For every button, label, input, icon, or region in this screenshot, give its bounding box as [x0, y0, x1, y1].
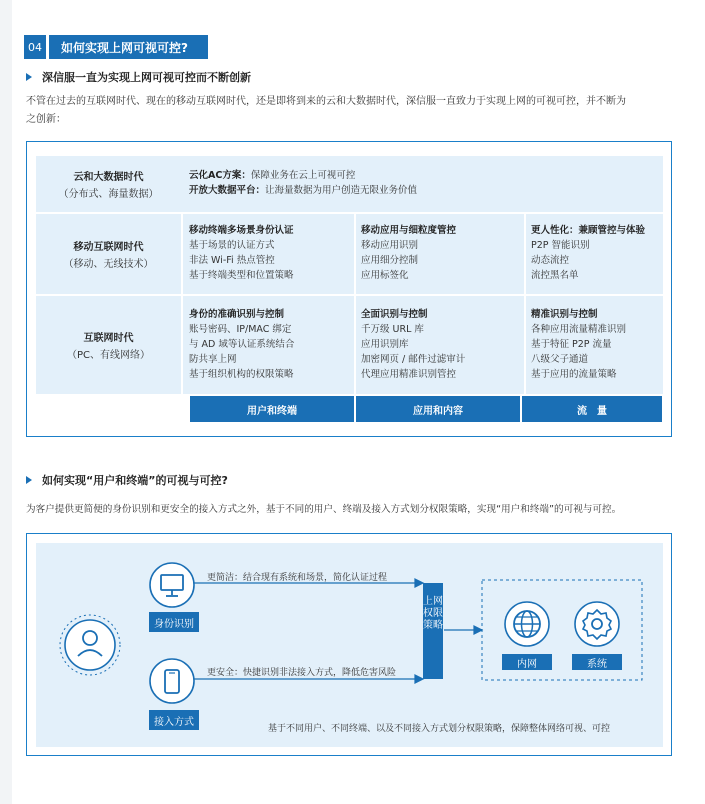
era-title: 互联网时代 [83, 333, 134, 344]
access-method-tag: 接入方式 [149, 710, 199, 730]
era-subtitle: （分布式、海量数据） [58, 189, 159, 200]
column-heading: 身份的准确识别与控制 [189, 309, 285, 320]
feature-line: 账号密码、IP/MAC 绑定 [189, 324, 292, 335]
part1-intro-line1: 不管在过去的互联网时代、现在的移动互联网时代，还是即将到来的云和大数据时代，深信服一直致力于实现上网的可视可控，并不断为 [26, 96, 626, 107]
identity-tag: 身份识别 [149, 612, 199, 632]
diagram-caption: 基于不同用户、不同终端、以及不同接入方式划分权限策略，保障整体网络可视、可控 [268, 724, 611, 734]
intranet-tag: 内网 [502, 654, 552, 670]
part1-heading-text: 深信服一直为实现上网可视可控而不断创新 [42, 71, 251, 84]
feature-line: 应用标签化 [361, 270, 409, 281]
monitor-icon [150, 563, 194, 607]
section-number: 04 [24, 35, 46, 59]
feature-line: P2P 智能识别 [531, 240, 590, 251]
part2-intro: 为客户提供更简便的身份识别和更安全的接入方式之外，基于不同的用户、终端及接入方式划分权限策略，实现“用户和终端”的可视与可控。 [26, 504, 622, 515]
globe-icon [505, 602, 549, 646]
feature-line: 流控黑名单 [531, 270, 579, 281]
feature-line: 非法 Wi-Fi 热点管控 [189, 255, 275, 266]
column-heading: 精准识别与控制 [531, 309, 598, 320]
feature-label: 云化AC方案： [189, 170, 251, 181]
feature-line: 基于组织机构的权限策略 [189, 369, 294, 380]
section-title: 如何实现上网可视可控? [49, 35, 208, 59]
feature-text: 让海量数据为用户创造无限业务价值 [265, 185, 418, 196]
system-tag: 系统 [572, 654, 622, 670]
column-heading: 全面识别与控制 [361, 309, 428, 320]
feature-line: 应用识别库 [361, 339, 409, 350]
feature-line: 八级父子通道 [531, 354, 589, 365]
column-heading: 更人性化：兼顾管控与体验 [531, 225, 646, 236]
feature-line: 加密网页 / 邮件过滤审计 [361, 354, 466, 365]
user-icon [60, 615, 120, 675]
top-note: 更简洁：结合现有系统和场景，简化认证过程 [207, 573, 388, 583]
feature-line: 各种应用流量精准识别 [531, 324, 627, 335]
era-subtitle: （移动、无线技术） [63, 259, 154, 270]
column-heading: 移动应用与细粒度管控 [361, 225, 457, 236]
feature-line: 防共享上网 [189, 354, 237, 365]
era-subtitle: （PC、有线网络） [66, 350, 150, 361]
bottom-note: 更安全：快捷识别非法接入方式，降低危害风险 [207, 668, 397, 678]
footer-tab-app-content: 应用和内容 [356, 396, 520, 422]
feature-line: 基于场景的认证方式 [189, 240, 275, 251]
era-title: 云和大数据时代 [73, 172, 144, 183]
feature-line: 基于终端类型和位置策略 [189, 270, 294, 281]
feature-line: 与 AD 域等认证系统结合 [189, 339, 295, 350]
feature-label: 开放大数据平台： [189, 185, 266, 196]
feature-line: 基于应用的流量策略 [531, 369, 617, 380]
footer-tab-user-terminal: 用户和终端 [190, 396, 354, 422]
feature-line: 动态流控 [531, 255, 570, 266]
policy-label: 上网权限策略 [423, 596, 443, 631]
footer-tab-traffic: 流 量 [522, 396, 662, 422]
feature-line: 代理应用精准识别管控 [361, 369, 457, 380]
feature-line: 移动应用识别 [361, 240, 419, 251]
part2-heading-text: 如何实现“用户和终端”的可视与可控? [42, 474, 228, 487]
feature-line: 应用细分控制 [361, 255, 419, 266]
column-heading: 移动终端多场景身份认证 [189, 225, 294, 236]
feature-line: 基于特征 P2P 流量 [531, 339, 612, 350]
era-title: 移动互联网时代 [73, 242, 144, 253]
gear-icon [575, 602, 619, 646]
feature-text: 保障业务在云上可视可控 [250, 170, 356, 181]
phone-icon [150, 659, 194, 703]
part1-intro-line2: 之创新： [26, 114, 66, 125]
feature-line: 千万级 URL 库 [361, 324, 424, 335]
